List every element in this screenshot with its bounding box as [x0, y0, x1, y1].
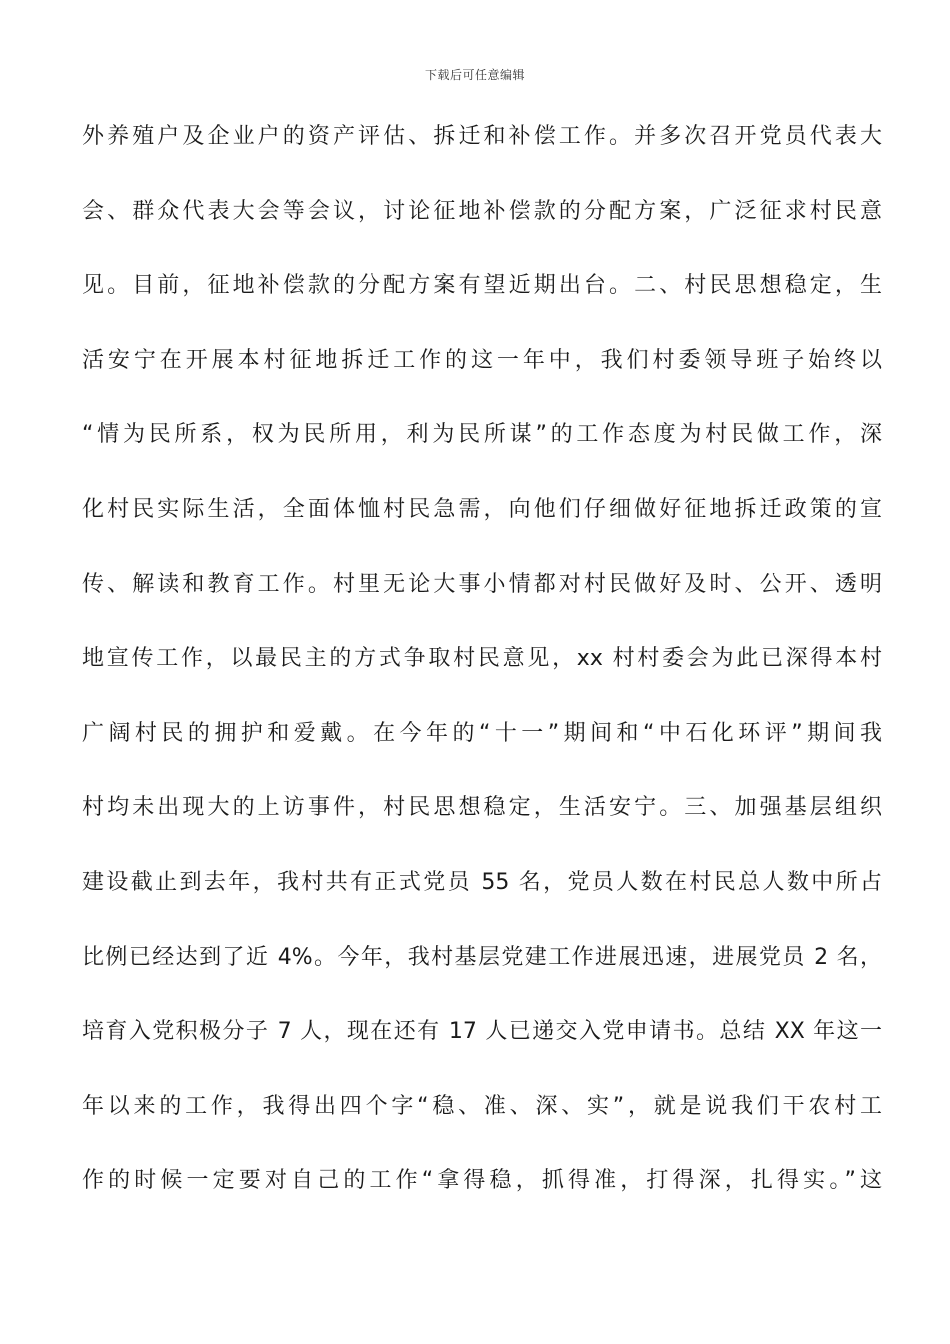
text-line: 建设截止到去年，我村共有正式党员 55 名，党员人数在村民总人数中所占	[82, 869, 882, 895]
text-line: 村均未出现大的上访事件，村民思想稳定，生活安宁。三、加强基层组织	[82, 795, 882, 821]
text-line: 作的时候一定要对自己的工作“拿得稳，抓得准，打得深，扎得实。”这	[82, 1168, 882, 1194]
header-note: 下载后可任意编辑	[424, 68, 525, 82]
text-line: 会、群众代表大会等会议，讨论征地补偿款的分配方案，广泛征求村民意	[82, 198, 882, 224]
text-line: 比例已经达到了近 4%。今年，我村基层党建工作进展迅速，进展党员 2 名，	[82, 944, 882, 970]
text-line: “情为民所系，权为民所用，利为民所谋”的工作态度为村民做工作，深	[82, 422, 882, 448]
text-line: 年以来的工作，我得出四个字“稳、准、深、实”，就是说我们干农村工	[82, 1093, 882, 1119]
text-line: 见。目前，征地补偿款的分配方案有望近期出台。二、村民思想稳定，生	[82, 273, 882, 299]
body-text	[82, 114, 882, 1233]
text-line: 活安宁在开展本村征地拆迁工作的这一年中，我们村委领导班子始终以	[82, 347, 882, 373]
text-line: 培育入党积极分子 7 人，现在还有 17 人已递交入党申请书。总结 XX 年这一	[82, 1019, 882, 1045]
text-line: 广阔村民的拥护和爱戴。在今年的“十一”期间和“中石化环评”期间我	[82, 720, 882, 746]
text-line: 化村民实际生活，全面体恤村民急需，向他们仔细做好征地拆迁政策的宣	[82, 496, 882, 522]
text-line: 外养殖户及企业户的资产评估、拆迁和补偿工作。并多次召开党员代表大	[82, 124, 882, 149]
text-line: 传、解读和教育工作。村里无论大事小情都对村民做好及时、公开、透明	[82, 571, 882, 597]
text-line: 地宣传工作，以最民主的方式争取村民意见，xx 村村委会为此已深得本村	[82, 646, 882, 672]
